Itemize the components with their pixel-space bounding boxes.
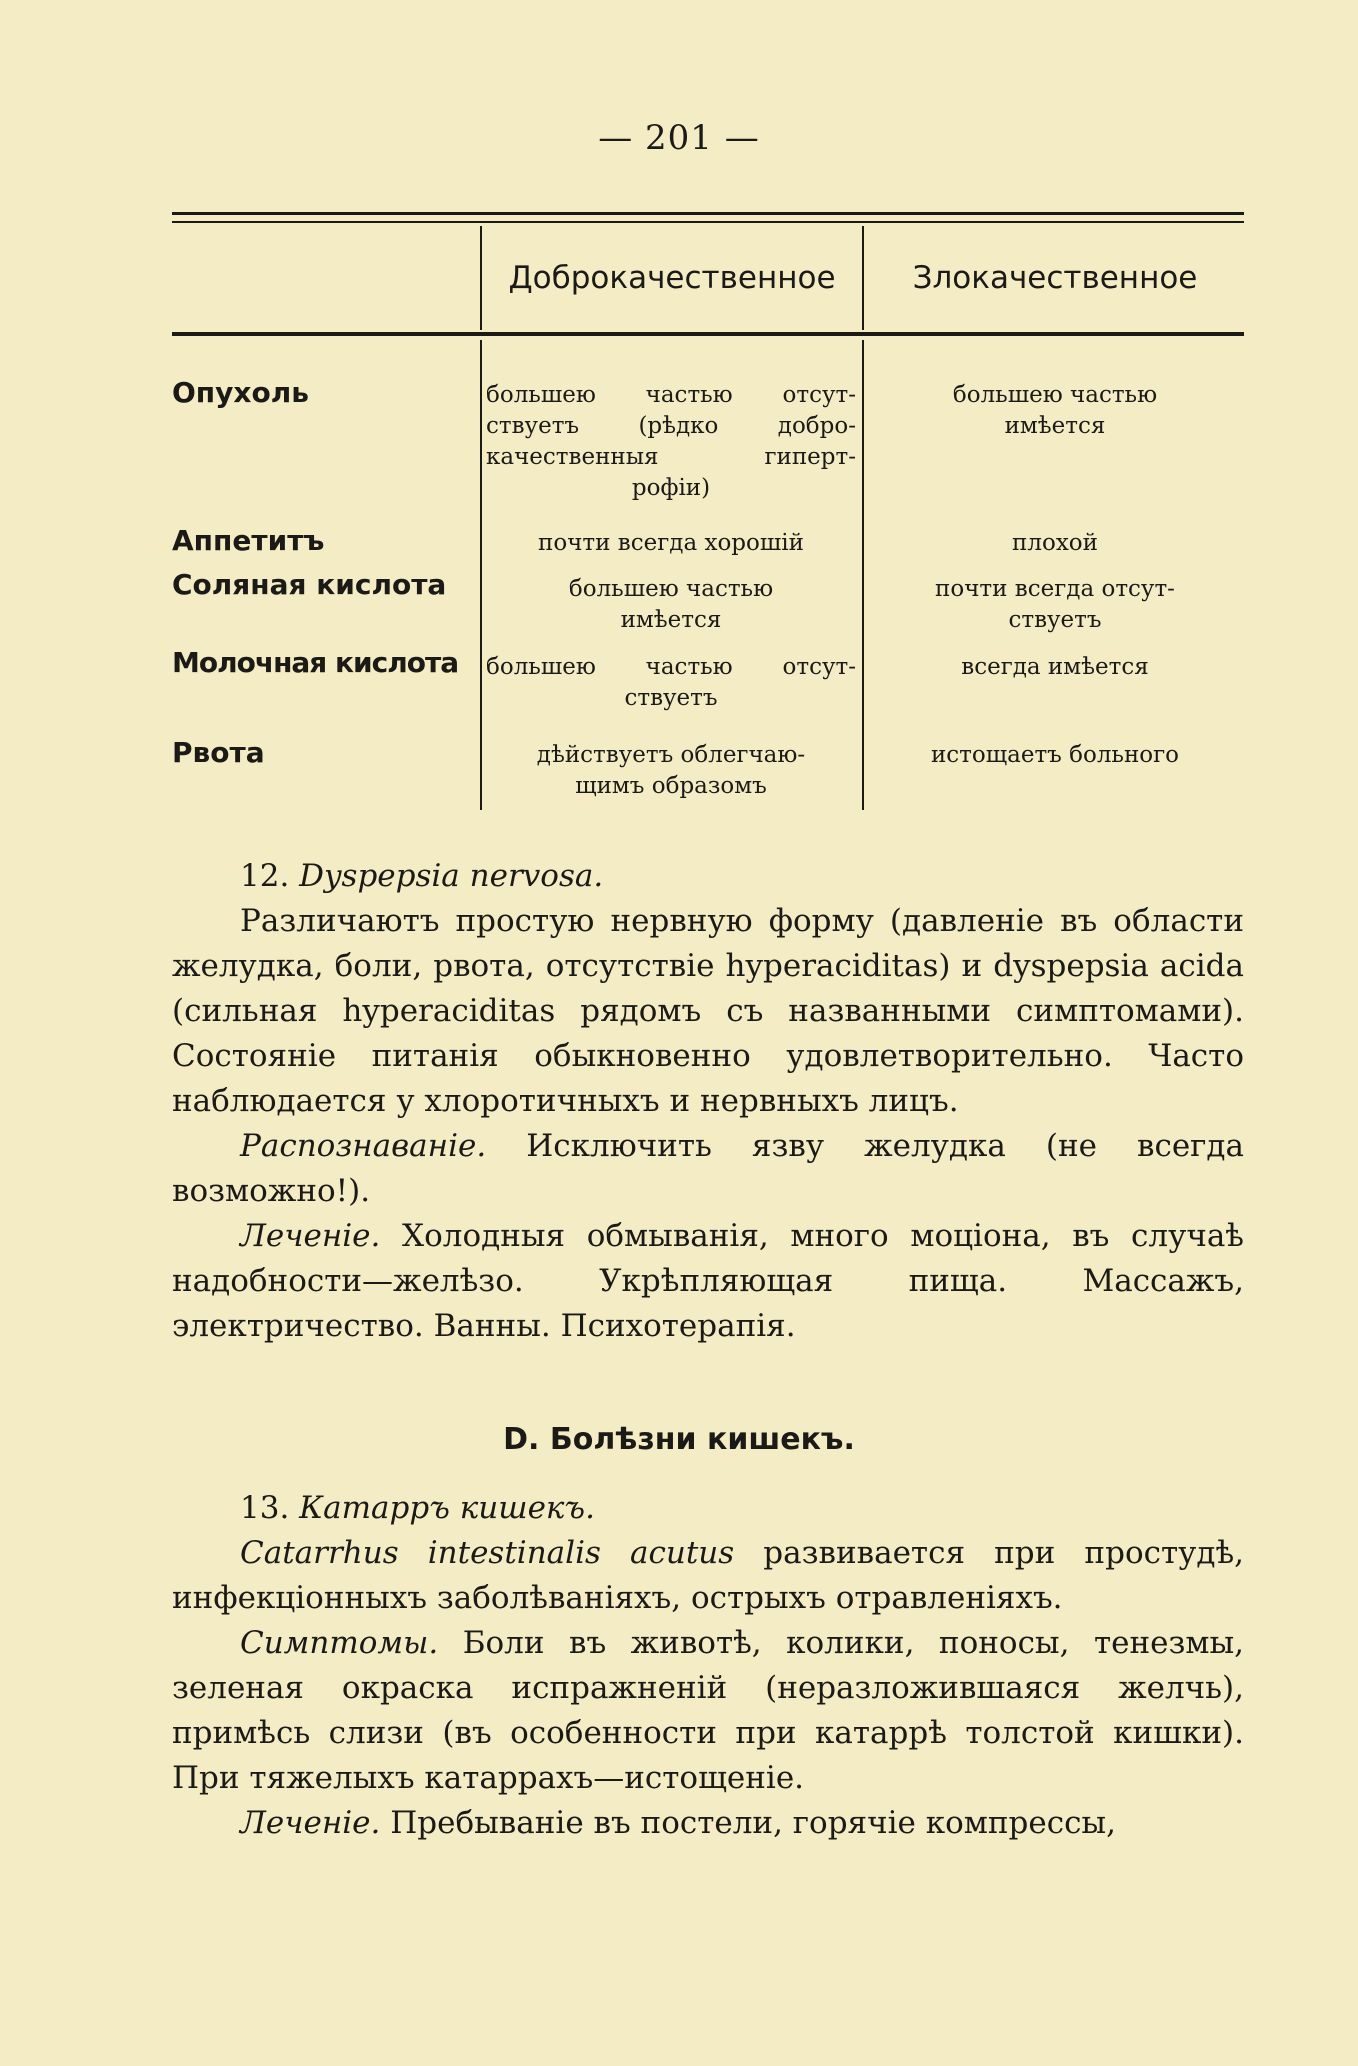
section-13-paragraph-2: Симптомы. Боли въ животѣ, колики, поносы, тенезмы, зеленая окраска испражненій (неразложившаяся желчь), примѣсь слизи (въ особенности при катаррѣ толстой кишки). При тяжелыхъ катаррахъ—истощеніе. (172, 1625, 1244, 1796)
section-13-title: 13. Катарръ кишекъ. (240, 1490, 595, 1526)
table-divider (862, 340, 864, 810)
section-13-paragraph-1: Catarrhus intestinalis acutus развивается при простудѣ, инфекціонныхъ заболѣваніяхъ, острыхъ отравленіяхъ. (172, 1535, 1244, 1616)
section-12-paragraph-3: Леченіе. Холодныя обмыванія, много моціона, въ случаѣ надобности—желѣзо. Укрѣпляющая пища. Массажъ, электричество. Ванны. Психотерапія. (172, 1218, 1244, 1344)
header-malignant: Злокачественное (912, 260, 1198, 296)
cell-vomiting-malignant: истощаетъ больного (930, 742, 1180, 768)
cell-vomiting-benign: дѣйствуетъ облегчаю- щимъ образомъ (536, 742, 806, 799)
table-divider (862, 226, 864, 330)
page-number: — 201 — (598, 118, 760, 158)
section-12 (172, 854, 1244, 1349)
cell-hcl-malignant: почти всегда отсут- ствуетъ (935, 576, 1175, 633)
table-header-rule (172, 332, 1244, 336)
table-divider (480, 340, 482, 810)
section-12-paragraph-2: Распознаваніе. Исключить язву желудка (не всегда возможно!). (172, 1128, 1244, 1209)
section-13 (172, 1486, 1244, 1846)
cell-tumor-malignant: большею частью имѣется (952, 382, 1158, 439)
cell-hcl-benign: большею частью имѣется (568, 576, 774, 633)
cell-lactic-benign: большею частью отсут- ствуетъ (486, 654, 856, 711)
table-divider (480, 226, 482, 330)
cell-tumor-benign: большею частью отсут- ствуетъ (рѣдко добро- качественныя гиперт- рофіи) (486, 382, 856, 501)
cell-lactic-malignant: всегда имѣется (961, 654, 1149, 680)
table-top-rule-thin (172, 221, 1244, 223)
header-benign: Доброкачественное (508, 260, 836, 296)
section-12-paragraph-1: Различаютъ простую нервную форму (давленіе въ области желудка, боли, рвота, отсутствіе hyperacіditas) и dyspepsia acida (сильная hyperacіditas рядомъ съ названными симптомами). Состояніе питанія обыкновенно удовлетворительно. Часто наблюдается у хлоротичныхъ и нервныхъ лицъ. (172, 903, 1244, 1119)
cell-appetite-benign: почти всегда хорошій (538, 530, 804, 556)
row-label-vomiting: Рвота (172, 736, 265, 769)
row-label-tumor: Опухоль (172, 376, 309, 409)
row-label-hydrochloric-acid: Соляная кислота (172, 568, 447, 601)
row-label-lactic-acid: Молочная кислота (172, 646, 459, 679)
row-label-appetite: Аппетитъ (172, 524, 325, 557)
comparison-table (172, 212, 1244, 812)
section-heading-D: D. Болѣзни кишекъ. (503, 1422, 855, 1457)
table-top-rule (172, 212, 1244, 215)
section-13-paragraph-3: Леченіе. Пребываніе въ постели, горячіе компрессы, (240, 1805, 1116, 1841)
section-12-title: 12. Dyspepsia nervosa. (240, 858, 604, 894)
cell-appetite-malignant: плохой (1012, 530, 1098, 556)
